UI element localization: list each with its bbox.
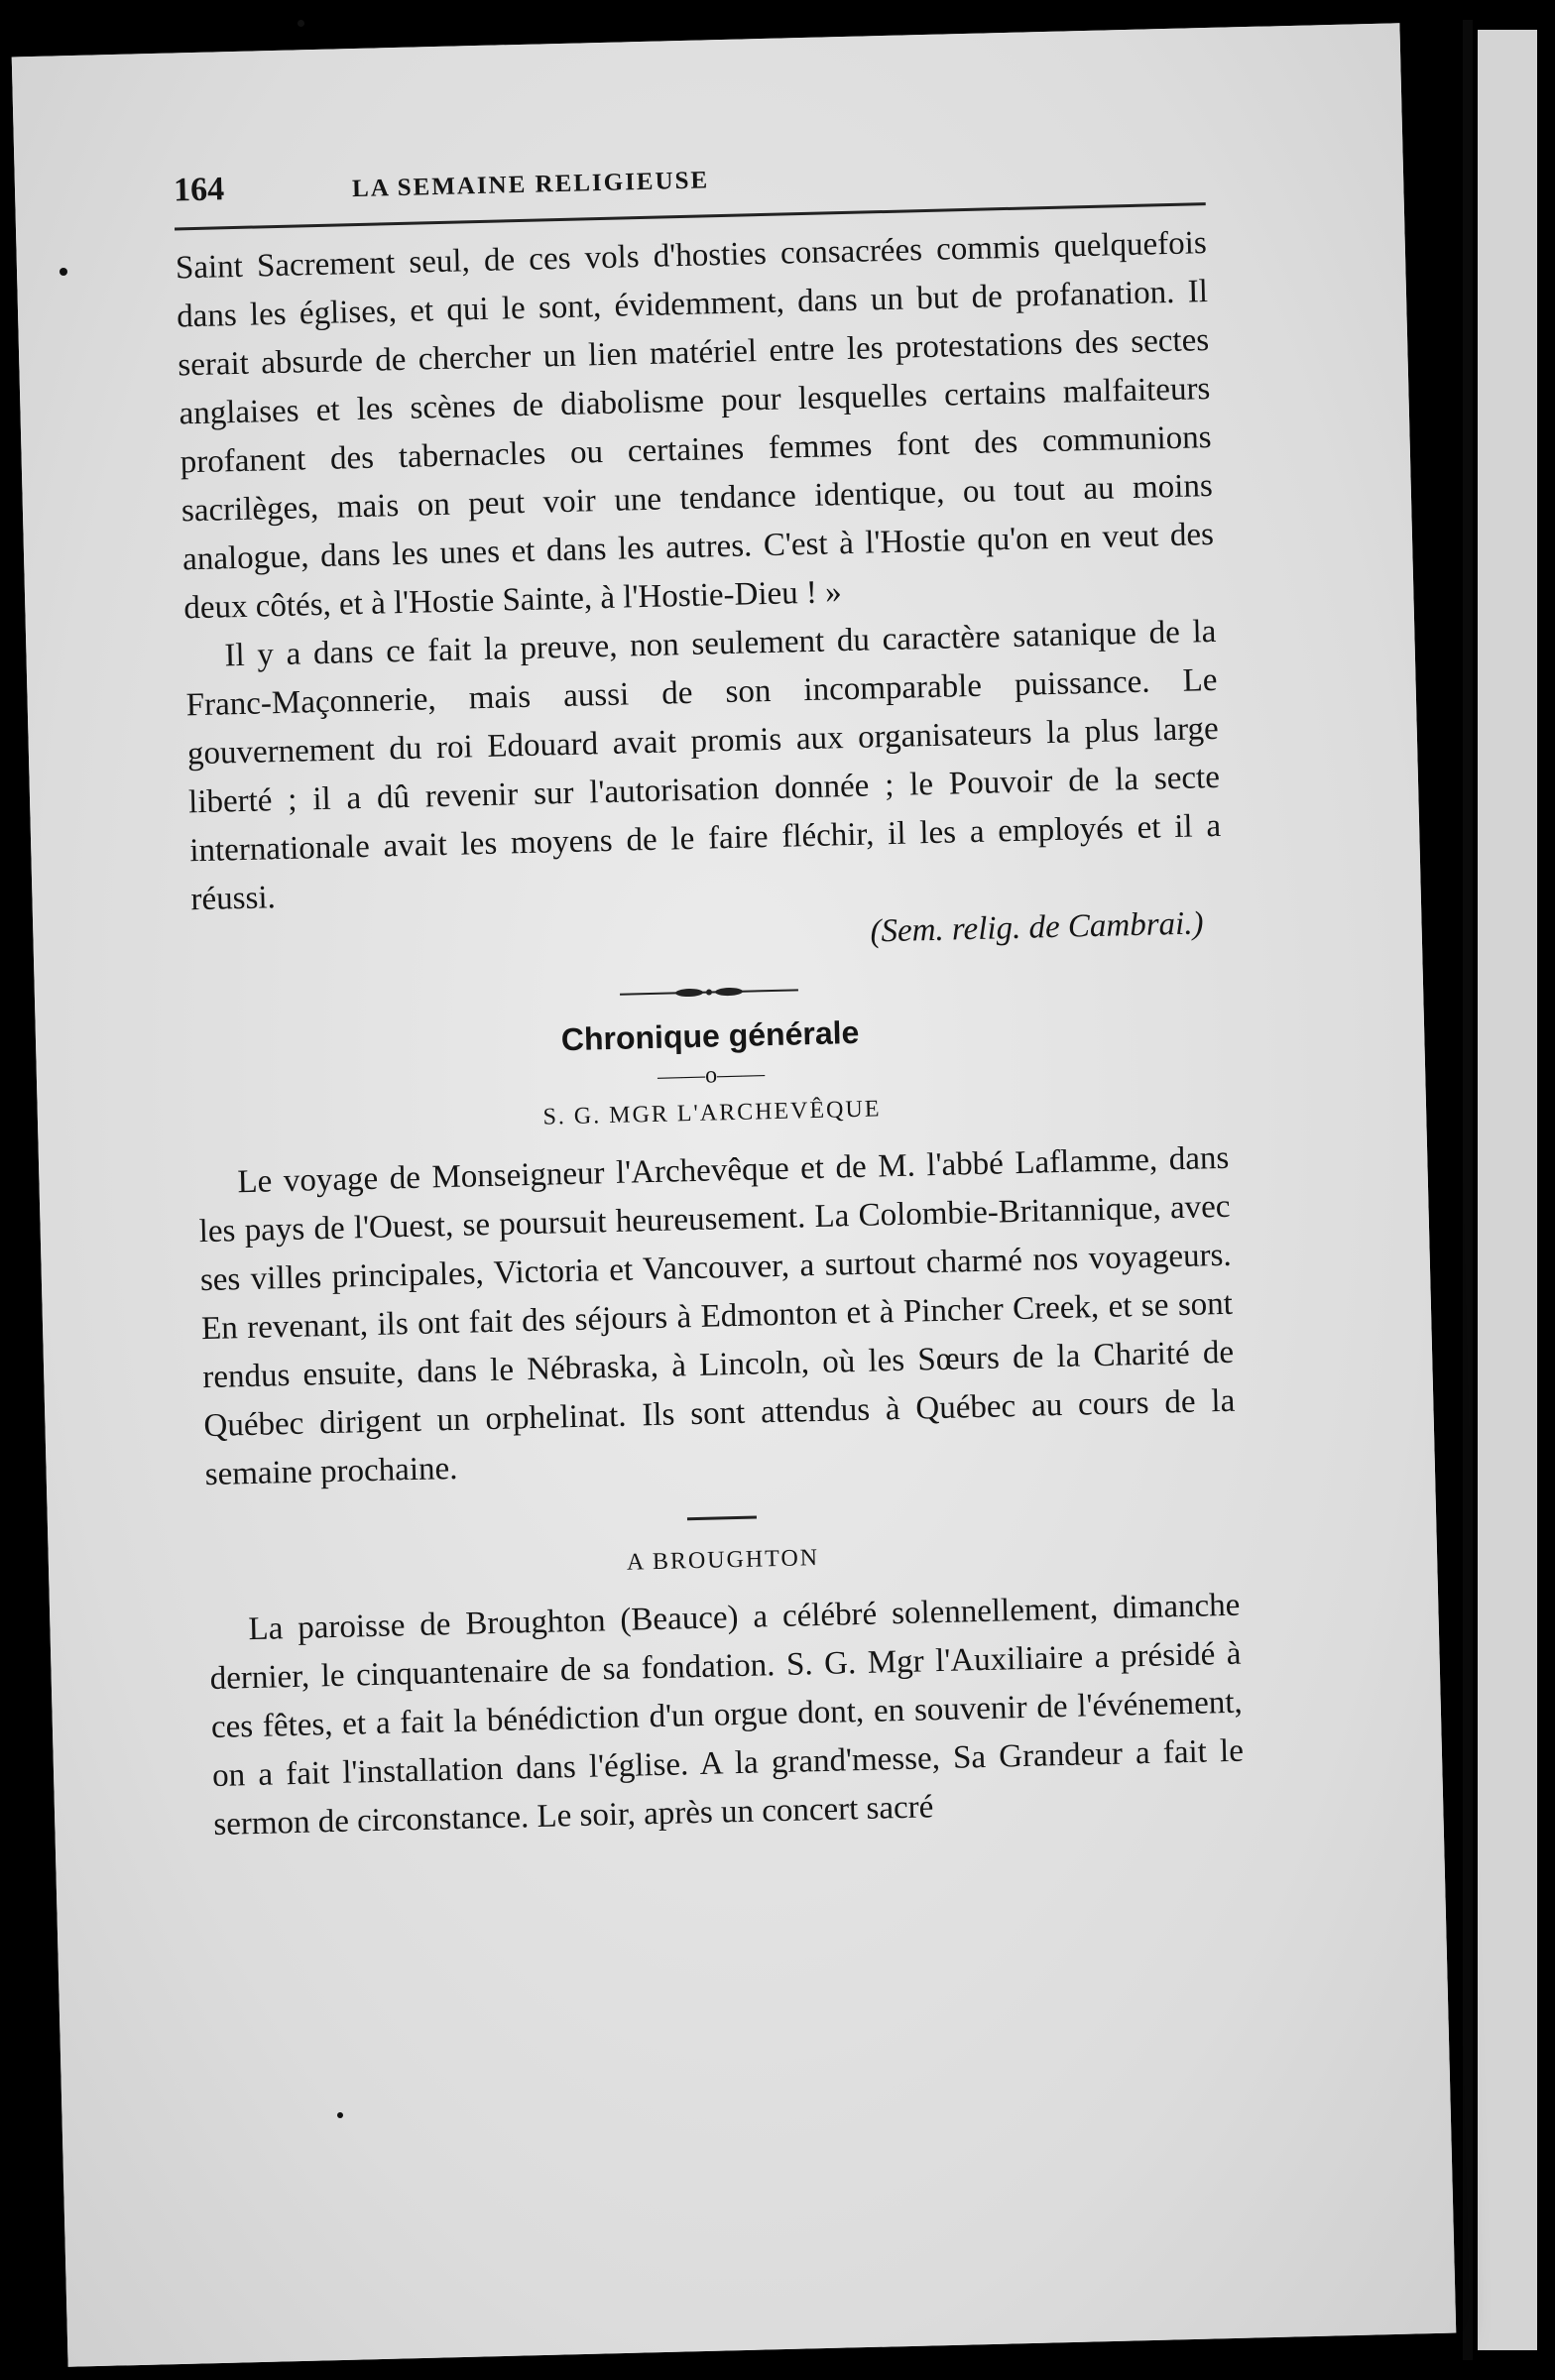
article-paragraph-1: Saint Sacrement seul, de ces vols d'hosties consacrées commis quelquefois dans les églises, et qui le sont, évidemment, dans un but de profanation. Il serait absurde de chercher un lien matériel entre les protestations des sectes anglaises et les scènes de diabolisme pour lesquelles certains malfaiteurs profanent des tabernacles ou certaines femmes font des communions sacrilèges, mais on peut voir une tendance identique, ou tout au moins analogue, dans les unes et dans les autres. C'est à l'Hostie qu'on en veut des deux côtés, et à l'Hostie Sainte, à l'Hostie-Dieu ! » (175, 225, 1215, 627)
subheading-archeveque: S. G. MGR L'ARCHEVÊQUE (542, 1096, 882, 1130)
subheading-broughton: A BROUGHTON (626, 1545, 820, 1576)
ornamental-divider (620, 982, 798, 1002)
short-rule-divider (687, 1516, 757, 1521)
journal-title: LA SEMAINE RELIGIEUSE (351, 167, 710, 203)
paragraph-broughton: La paroisse de Broughton (Beauce) a célébré solennellement, dimanche dernier, le cinquantenaire de sa fondation. S. G. Mgr l'Auxiliaire a présidé à ces fêtes, et a fait la bénédiction d'un orgue dont, en souvenir de l'événement, on a fait l'installation dans l'église. A la grand'messe, Sa Grandeur a fait le sermon de circonstance. Le soir, après un concert sacré (209, 1587, 1245, 1844)
facing-page-edge (1478, 30, 1537, 2350)
facing-page-gutter (1463, 20, 1473, 2360)
article-attribution: (Sem. relig. de Cambrai.) (870, 905, 1204, 950)
article-paragraph-2: Il y a dans ce fait la preuve, non seulement du caractère satanique de la Franc-Maçonnerie, mais aussi de son incomparable puissance. Le gouvernement du roi Edouard avait promis aux organisateurs la plus large liberté ; il a dû revenir sur l'autorisation donnée ; le Pouvoir de la secte internationale avait les moyens de le faire fléchir, il les a employés et il a réussi. (185, 613, 1222, 918)
small-separator: ——o—— (657, 1061, 766, 1090)
page-content (174, 147, 1246, 1849)
page-number: 164 (173, 171, 225, 209)
running-head (174, 147, 1206, 230)
book-page (12, 23, 1457, 2367)
paragraph-archeveque: Le voyage de Monseigneur l'Archevêque et de M. l'abbé Laflamme, dans les pays de l'Ouest, se poursuit heureusement. La Colombie-Britannique, avec ses villes principales, Victoria et Vancouver, a surtout charmé nos voyageurs. En revenant, ils ont fait des séjours à Edmonton et à Pincher Creek, et se sont rendus ensuite, dans le Nébraska, à Lincoln, où les Sœurs de la Charité de Québec dirigent un orphelinat. Ils sont attendus à Québec au cours de la semaine prochaine. (198, 1139, 1236, 1493)
section-title: Chronique générale (560, 1013, 860, 1058)
